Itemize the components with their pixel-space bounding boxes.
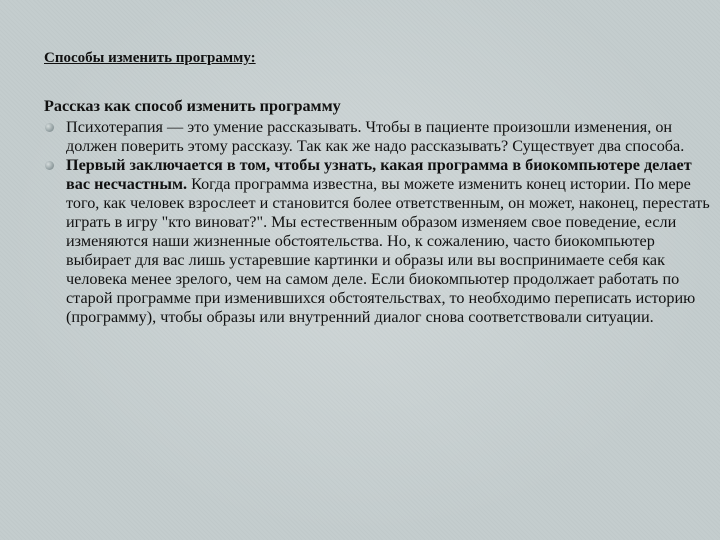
slide-title: Способы изменить программу: — [44, 50, 256, 66]
bullet-body-text: Когда программа известна, вы можете изменить конец истории. По мере того, как человек взрослеет и становится более ответственным, он может, наконец, перестать играть в игру "кто виноват?". Мы естественным образом изменяем свое поведение, если изменяются наши жизненные обстоятельства. Но, к сожалению, часто биокомпьютер выбирает для вас лишь устаревшие картинки и образы или вы воспринимаете себя как человека менее зрелого, чем на самом деле. Если биокомпьютер продолжает работать по старой программе при изменившихся обстоятельствах, то необходимо переписать историю (программу), чтобы образы или внутренний диалог снова соответствовали ситуации. — [66, 175, 710, 326]
bullet-list — [44, 118, 710, 327]
bullet-text — [66, 156, 710, 327]
bullet-item — [44, 156, 710, 327]
slide-content — [44, 97, 710, 327]
bullet-bold-text: Первый заключается в том, чтобы узнать, какая программа в биокомпьютере делает вас несчастным. — [66, 156, 692, 193]
round-bullet-icon — [45, 123, 54, 132]
bullet-body-text: Психотерапия — это умение рассказывать. Чтобы в пациенте произошли изменения, он должен поверить этому рассказу. Так как же надо рассказывать? Существует два способа. — [66, 118, 685, 155]
bullet-text — [66, 118, 710, 156]
round-bullet-icon — [45, 161, 54, 170]
bullet-item — [44, 118, 710, 156]
section-subheading: Рассказ как способ изменить программу — [44, 97, 341, 115]
